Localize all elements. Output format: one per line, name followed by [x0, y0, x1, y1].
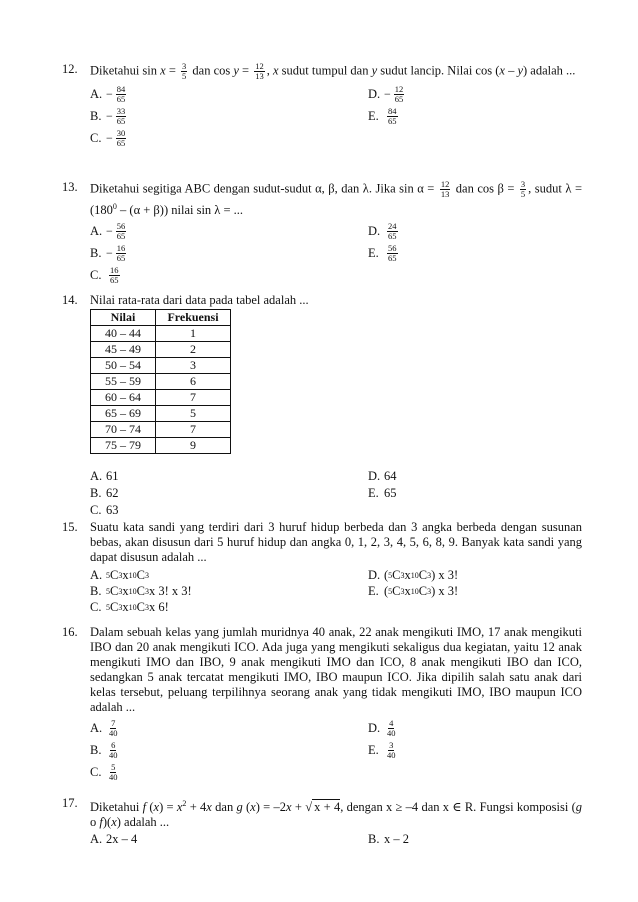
- sqrt-symbol: √: [305, 800, 313, 814]
- option-b[interactable]: B. $\frac{6}{40}$: [90, 739, 118, 760]
- option-a[interactable]: A. 5 C 3 x 10 C 3: [90, 567, 149, 582]
- option-e[interactable]: E. $\frac{84}{65}$: [368, 105, 397, 126]
- option-c[interactable]: C. 63: [90, 502, 119, 517]
- column-header: Frekuensi: [156, 310, 231, 326]
- frequency-table: [90, 309, 231, 454]
- fraction: $\frac{12}{13}$: [440, 179, 450, 199]
- option-c[interactable]: C. − $\frac{30}{65}$: [90, 127, 126, 148]
- option-c[interactable]: C. $\frac{16}{65}$: [90, 264, 119, 285]
- option-d[interactable]: D. $\frac{24}{65}$: [368, 220, 397, 241]
- option-a[interactable]: A. 61: [90, 468, 119, 483]
- question-13: [62, 180, 582, 288]
- table-row: 55 – 59 6: [91, 374, 231, 390]
- options: [90, 567, 582, 617]
- option-b[interactable]: B. 5 C 3 x 10 C 3 x 3! x 3!: [90, 583, 192, 598]
- fraction: $\frac{3}{5}$: [182, 61, 187, 81]
- table-row: 50 – 54 3: [91, 358, 231, 374]
- option-b[interactable]: B. x – 2: [368, 831, 409, 846]
- option-d[interactable]: D. 64: [368, 468, 397, 483]
- option-e[interactable]: E. 65: [368, 485, 397, 500]
- table-row: 60 – 64 7: [91, 390, 231, 406]
- column-header: Nilai: [91, 310, 156, 326]
- question-16: [62, 625, 582, 789]
- fraction: $\frac{3}{5}$: [520, 179, 526, 199]
- options: [90, 831, 582, 849]
- table-row: 65 – 69 5: [91, 406, 231, 422]
- option-d[interactable]: D. − $\frac{12}{65}$: [368, 83, 404, 104]
- question-number: 14.: [62, 293, 78, 307]
- table-row: 45 – 49 2: [91, 342, 231, 358]
- table-row: 40 – 44 1: [91, 326, 231, 342]
- question-text: Dalam sebuah kelas yang jumlah muridnya 40 anak, 22 anak mengikuti IMO, 17 anak mengikuti IBO dan 20 anak mengikuti ICO. Ada juga yang mengikuti sekaligus dua kegiatan, yaitu 12 anak mengikuti IMO dan IBO, 9 anak mengikuti IMO dan ICO, 8 anak mengikuti IBO dan ICO, sedangkan 5 anak tercatat mengikuti IMO, IBO maupun ICO. Jika dipilih salah satu anak dari kelas tersebut, peluang terpilihnya seorang anak yang tidak mengikuti IMO, IBO maupun ICO adalah ...: [90, 625, 582, 714]
- option-e[interactable]: E. ( 5 C 3 x 10 C 3 ) x 3!: [368, 583, 459, 598]
- options: [90, 83, 582, 155]
- question-text: Suatu kata sandi yang terdiri dari 3 huruf hidup berbeda dan 3 angka berbeda dengan susunan bebas, akan disusun dari 5 huruf hidup dan angka 0, 1, 2, 3, 4, 5, 6, 8, 9. Banyak kata sandi yang dapat disusun adalah ...: [90, 520, 582, 564]
- options: [90, 468, 582, 522]
- option-b[interactable]: B. 62: [90, 485, 119, 500]
- option-b[interactable]: B. − $\frac{33}{65}$: [90, 105, 126, 126]
- options: [90, 220, 582, 288]
- fraction: $\frac{12}{13}$: [255, 61, 264, 81]
- options: [90, 717, 582, 789]
- question-number: 15.: [62, 520, 78, 534]
- option-d[interactable]: D. ( 5 C 3 x 10 C 3 ) x 3!: [368, 567, 459, 582]
- option-c[interactable]: C. 5 C 3 x 10 C 3 x 6!: [90, 599, 169, 614]
- question-17: [62, 796, 582, 849]
- table-row: 70 – 74 7: [91, 422, 231, 438]
- option-a[interactable]: A. − $\frac{84}{65}$: [90, 83, 126, 104]
- table-row: 75 – 79 9: [91, 438, 231, 454]
- question-text: Diketahui sin x = $\frac{3}{5}$ dan cos y = $\frac{12}{13}$ , x sudut tumpul dan y sudut lancip. Nilai cos (x – y) adalah ...: [90, 61, 576, 81]
- question-text: Nilai rata-rata dari data pada tabel adalah ...: [90, 293, 309, 307]
- question-number: 13.: [62, 180, 78, 194]
- question-number: 12.: [62, 62, 78, 76]
- question-14: [62, 293, 582, 522]
- option-c[interactable]: C. $\frac{5}{40}$: [90, 761, 118, 782]
- question-number: 17.: [62, 796, 78, 810]
- option-e[interactable]: E. $\frac{56}{65}$: [368, 242, 397, 263]
- question-number: 16.: [62, 625, 78, 639]
- table-header: [91, 310, 231, 326]
- option-a[interactable]: A. 2x – 4: [90, 831, 138, 846]
- question-text: Diketahui segitiga ABC dengan sudut-sudut α, β, dan λ. Jika sin α = $\frac{12}{13}$ dan cos β = $\frac{3}{5}$ , sudut $\lambda = (180^0 - (\alpha + \beta))$ nilai sin λ = ...: [90, 179, 582, 217]
- question-text: Diketahui f $(x) = x^2 + 4x$ dan g (x) = –2x + √ x + 4, dengan x ≥ –4 dan x ∈ R. Fungsi komposisi (g o f)(x) adalah ...: [90, 799, 582, 829]
- option-d[interactable]: D. $\frac{4}{40}$: [368, 717, 396, 738]
- question-15: [62, 520, 582, 617]
- option-a[interactable]: A. − $\frac{56}{65}$: [90, 220, 126, 241]
- question-12: [62, 62, 582, 155]
- option-b[interactable]: B. − $\frac{16}{65}$: [90, 242, 126, 263]
- option-a[interactable]: A. $\frac{7}{40}$: [90, 717, 118, 738]
- option-e[interactable]: E. $\frac{3}{40}$: [368, 739, 396, 760]
